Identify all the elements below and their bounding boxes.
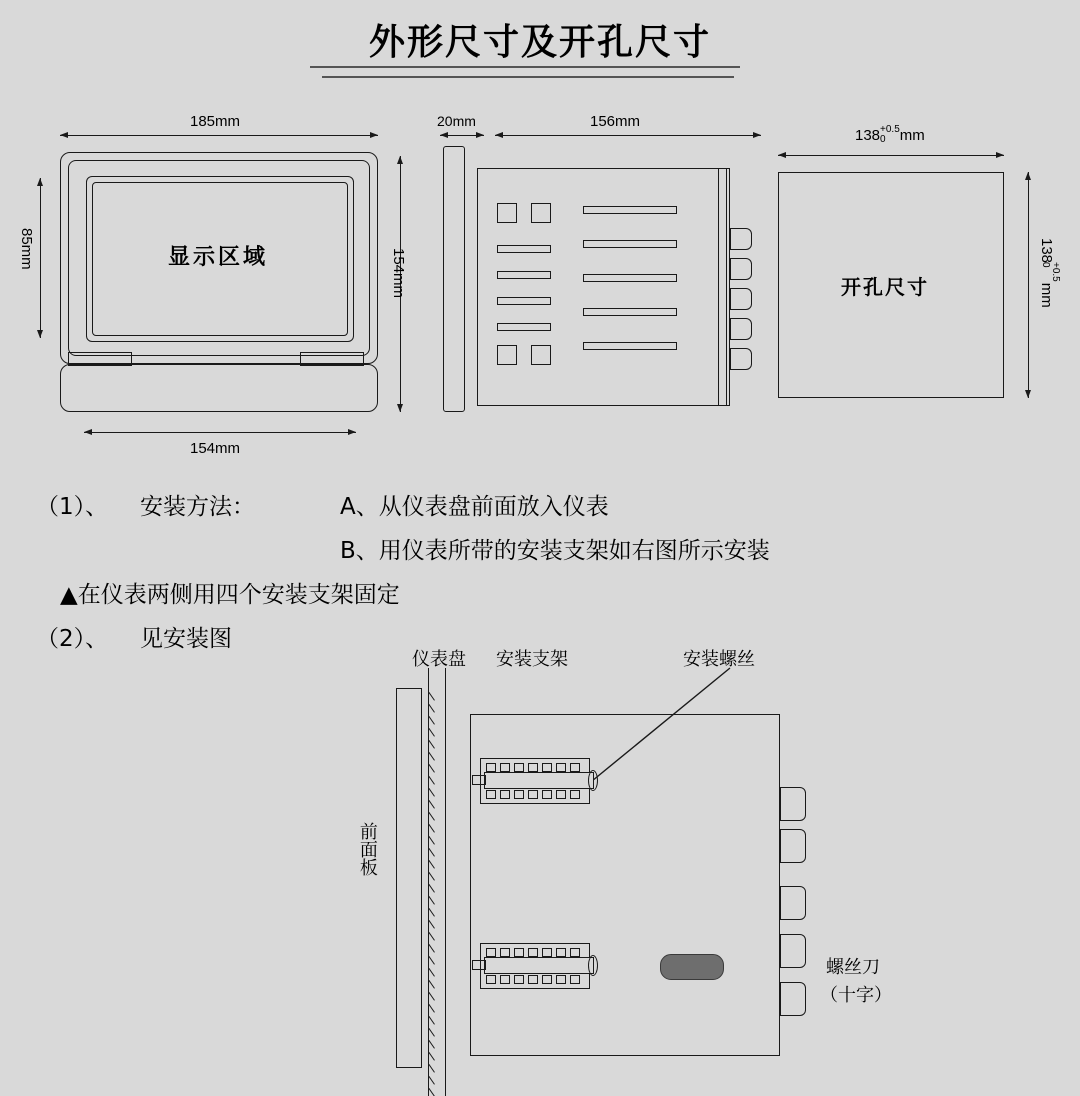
side-detail-square-4: [531, 345, 551, 365]
side-bezel-ext-right: [0, 107, 1, 129]
side-detail-bar-l1: [497, 245, 551, 253]
mount-terminal-2: [780, 829, 806, 863]
cutout-width-tol-upper: +0.5: [880, 124, 900, 135]
bracket-lower-screw-shaft: [484, 957, 594, 974]
callout-bracket-leader: [0, 235, 1, 335]
bracket-lower-tooth-7: [570, 948, 580, 957]
instruction-1-title: 安装方法：: [140, 494, 255, 520]
cutout-height-dim-line: [1028, 172, 1029, 398]
mount-front-panel-plate: [396, 688, 422, 1068]
bracket-lower-screw-tick-5: [0, 505, 1, 522]
instruction-1b: B、用仪表所带的安装支架如右图所示安装: [340, 538, 770, 564]
bracket-upper-tooth-1: [486, 763, 496, 772]
cutout-width-dim-line: [778, 155, 1004, 156]
bracket-lower-screw-tick-2: [0, 454, 1, 471]
bracket-upper-screw-tip: [588, 770, 598, 791]
bracket-lower-tooth-10: [514, 975, 524, 984]
side-detail-bar-l4: [497, 323, 551, 331]
mount-panel-hatch: [428, 668, 446, 1096]
cutout-height-tolerance: [1040, 262, 1060, 282]
mount-terminal-4: [780, 934, 806, 968]
side-depth-dim-line: [495, 135, 761, 136]
cutout-width-label: [855, 126, 925, 146]
instruction-1a: A、从仪表盘前面放入仪表: [340, 494, 609, 520]
cutout-height-label: [1038, 238, 1060, 308]
side-detail-bar-l3: [497, 297, 551, 305]
bracket-upper-tooth-5: [542, 763, 552, 772]
side-detail-square-2: [531, 203, 551, 223]
bracket-lower-tooth-14: [570, 975, 580, 984]
bracket-lower-tooth-3: [514, 948, 524, 957]
cutout-width-ext-left: [0, 181, 1, 199]
mount-terminal-1: [780, 787, 806, 821]
bracket-upper-tooth-11: [528, 790, 538, 799]
callout-front-panel-label: 前面板: [356, 822, 378, 876]
bracket-upper-screw-shaft: [484, 772, 594, 789]
page-title: 外形尺寸及开孔尺寸: [368, 22, 711, 63]
callout-panel-label: 仪表盘: [412, 649, 466, 670]
front-width-label: 185mm: [190, 113, 241, 130]
bracket-upper-tooth-8: [486, 790, 496, 799]
bracket-upper-screw-tick-1: [0, 335, 1, 352]
front-foot-left: [68, 352, 132, 366]
cutout-height-value: 138: [1038, 238, 1055, 264]
front-base: [60, 364, 378, 412]
screwdriver-leader-line: [0, 541, 92, 542]
side-bezel-ext-left: [0, 89, 1, 107]
bracket-upper-tooth-13: [556, 790, 566, 799]
side-detail-bar-r3: [583, 274, 677, 282]
bracket-lower-screw-tick-6: [0, 522, 1, 539]
instruction-2-number: （2）、: [36, 626, 109, 652]
side-detail-bar-r1: [583, 206, 677, 214]
bracket-upper-tooth-2: [500, 763, 510, 772]
bracket-lower-tooth-12: [542, 975, 552, 984]
bracket-lower-tooth-8: [486, 975, 496, 984]
bracket-upper-screw-tick-2: [0, 352, 1, 369]
cutout-height-tol-lower: 0: [1039, 262, 1051, 268]
bracket-upper-tooth-6: [556, 763, 566, 772]
bracket-upper-screw-tick-4: [0, 386, 1, 403]
bracket-lower-screw-head: [472, 960, 486, 970]
side-terminal-2: [730, 258, 752, 280]
side-depth-ext-left: [0, 129, 1, 151]
bracket-upper-tooth-4: [528, 763, 538, 772]
bracket-lower-tooth-2: [500, 948, 510, 957]
callout-screw-label: 安装螺丝: [683, 649, 755, 670]
bracket-upper-tooth-3: [514, 763, 524, 772]
mount-terminal-3: [780, 886, 806, 920]
bracket-upper-tooth-12: [542, 790, 552, 799]
bracket-upper-screw-head: [472, 775, 486, 785]
cutout-width-tolerance: [880, 125, 900, 145]
screwdriver-handle: [660, 954, 724, 980]
mount-terminal-5: [780, 982, 806, 1016]
instruction-2-title: 见安装图: [140, 626, 232, 652]
bracket-upper-screw-tick-5: [0, 403, 1, 420]
cutout-width-ext-right: [0, 199, 1, 217]
display-area-label: 显示区域: [168, 245, 269, 270]
bracket-upper-tooth-14: [570, 790, 580, 799]
front-inner-width-ext-right: [0, 63, 1, 85]
front-foot-right: [300, 352, 364, 366]
side-detail-bar-l2: [497, 271, 551, 279]
bracket-lower-screw-tip: [588, 955, 598, 976]
side-bezel-plate: [443, 146, 465, 412]
bracket-upper-tooth-9: [500, 790, 510, 799]
bracket-lower-screw-tick-3: [0, 471, 1, 488]
front-display-height-dim-line: [40, 178, 41, 338]
cutout-area-label: 开孔尺寸: [841, 275, 929, 299]
front-inner-width-label: 154mm: [190, 440, 241, 457]
title-underline-bottom: [322, 76, 734, 78]
side-depth-label: 156mm: [590, 113, 641, 130]
instruction-1-number: （1）、: [36, 494, 109, 520]
side-detail-square-1: [497, 203, 517, 223]
front-width-dim-line: [60, 135, 378, 136]
side-terminal-5: [730, 348, 752, 370]
bracket-lower-tooth-6: [556, 948, 566, 957]
cutout-height-tol-upper: +0.5: [1049, 262, 1061, 282]
side-detail-bar-r2: [583, 240, 677, 248]
bracket-lower-tooth-13: [556, 975, 566, 984]
cutout-width-unit: mm: [899, 126, 925, 144]
side-terminal-4: [730, 318, 752, 340]
bracket-lower-tooth-1: [486, 948, 496, 957]
side-rear-plate: [718, 168, 730, 406]
callout-screwdriver-label-line1: 螺丝刀: [826, 957, 880, 978]
bracket-upper-screw-tick-3: [0, 369, 1, 386]
callout-screwdriver-label-line2: （十字）: [820, 985, 892, 1006]
side-depth-ext-right: [0, 151, 1, 181]
callout-panel-leader: [0, 219, 1, 235]
callout-bracket-label: 安装支架: [496, 649, 568, 670]
bracket-lower-tooth-11: [528, 975, 538, 984]
bracket-upper-tooth-7: [570, 763, 580, 772]
bracket-lower-screw-tick-4: [0, 488, 1, 505]
bracket-upper-tooth-10: [514, 790, 524, 799]
front-height-label: 154mm: [390, 248, 407, 299]
bracket-lower-tooth-9: [500, 975, 510, 984]
side-terminal-3: [730, 288, 752, 310]
side-terminal-1: [730, 228, 752, 250]
bracket-lower-screw-tick-1: [0, 437, 1, 454]
side-detail-bar-r5: [583, 342, 677, 350]
instruction-note: ▲在仪表两侧用四个安装支架固定: [60, 582, 400, 608]
side-detail-bar-r4: [583, 308, 677, 316]
cutout-height-unit: mm: [1038, 282, 1055, 308]
front-display-height-label: 85mm: [18, 228, 35, 270]
bracket-lower-tooth-5: [542, 948, 552, 957]
front-inner-width-dim-line: [84, 432, 356, 433]
cutout-width-tol-lower: 0: [880, 134, 886, 145]
side-detail-square-3: [497, 345, 517, 365]
cutout-width-value: 138: [855, 126, 881, 144]
bracket-upper-screw-tick-6: [0, 420, 1, 437]
bracket-lower-tooth-4: [528, 948, 538, 957]
title-underline-top: [310, 66, 740, 68]
side-bezel-dim-line: [440, 135, 484, 136]
side-bezel-label: 20mm: [437, 113, 476, 129]
